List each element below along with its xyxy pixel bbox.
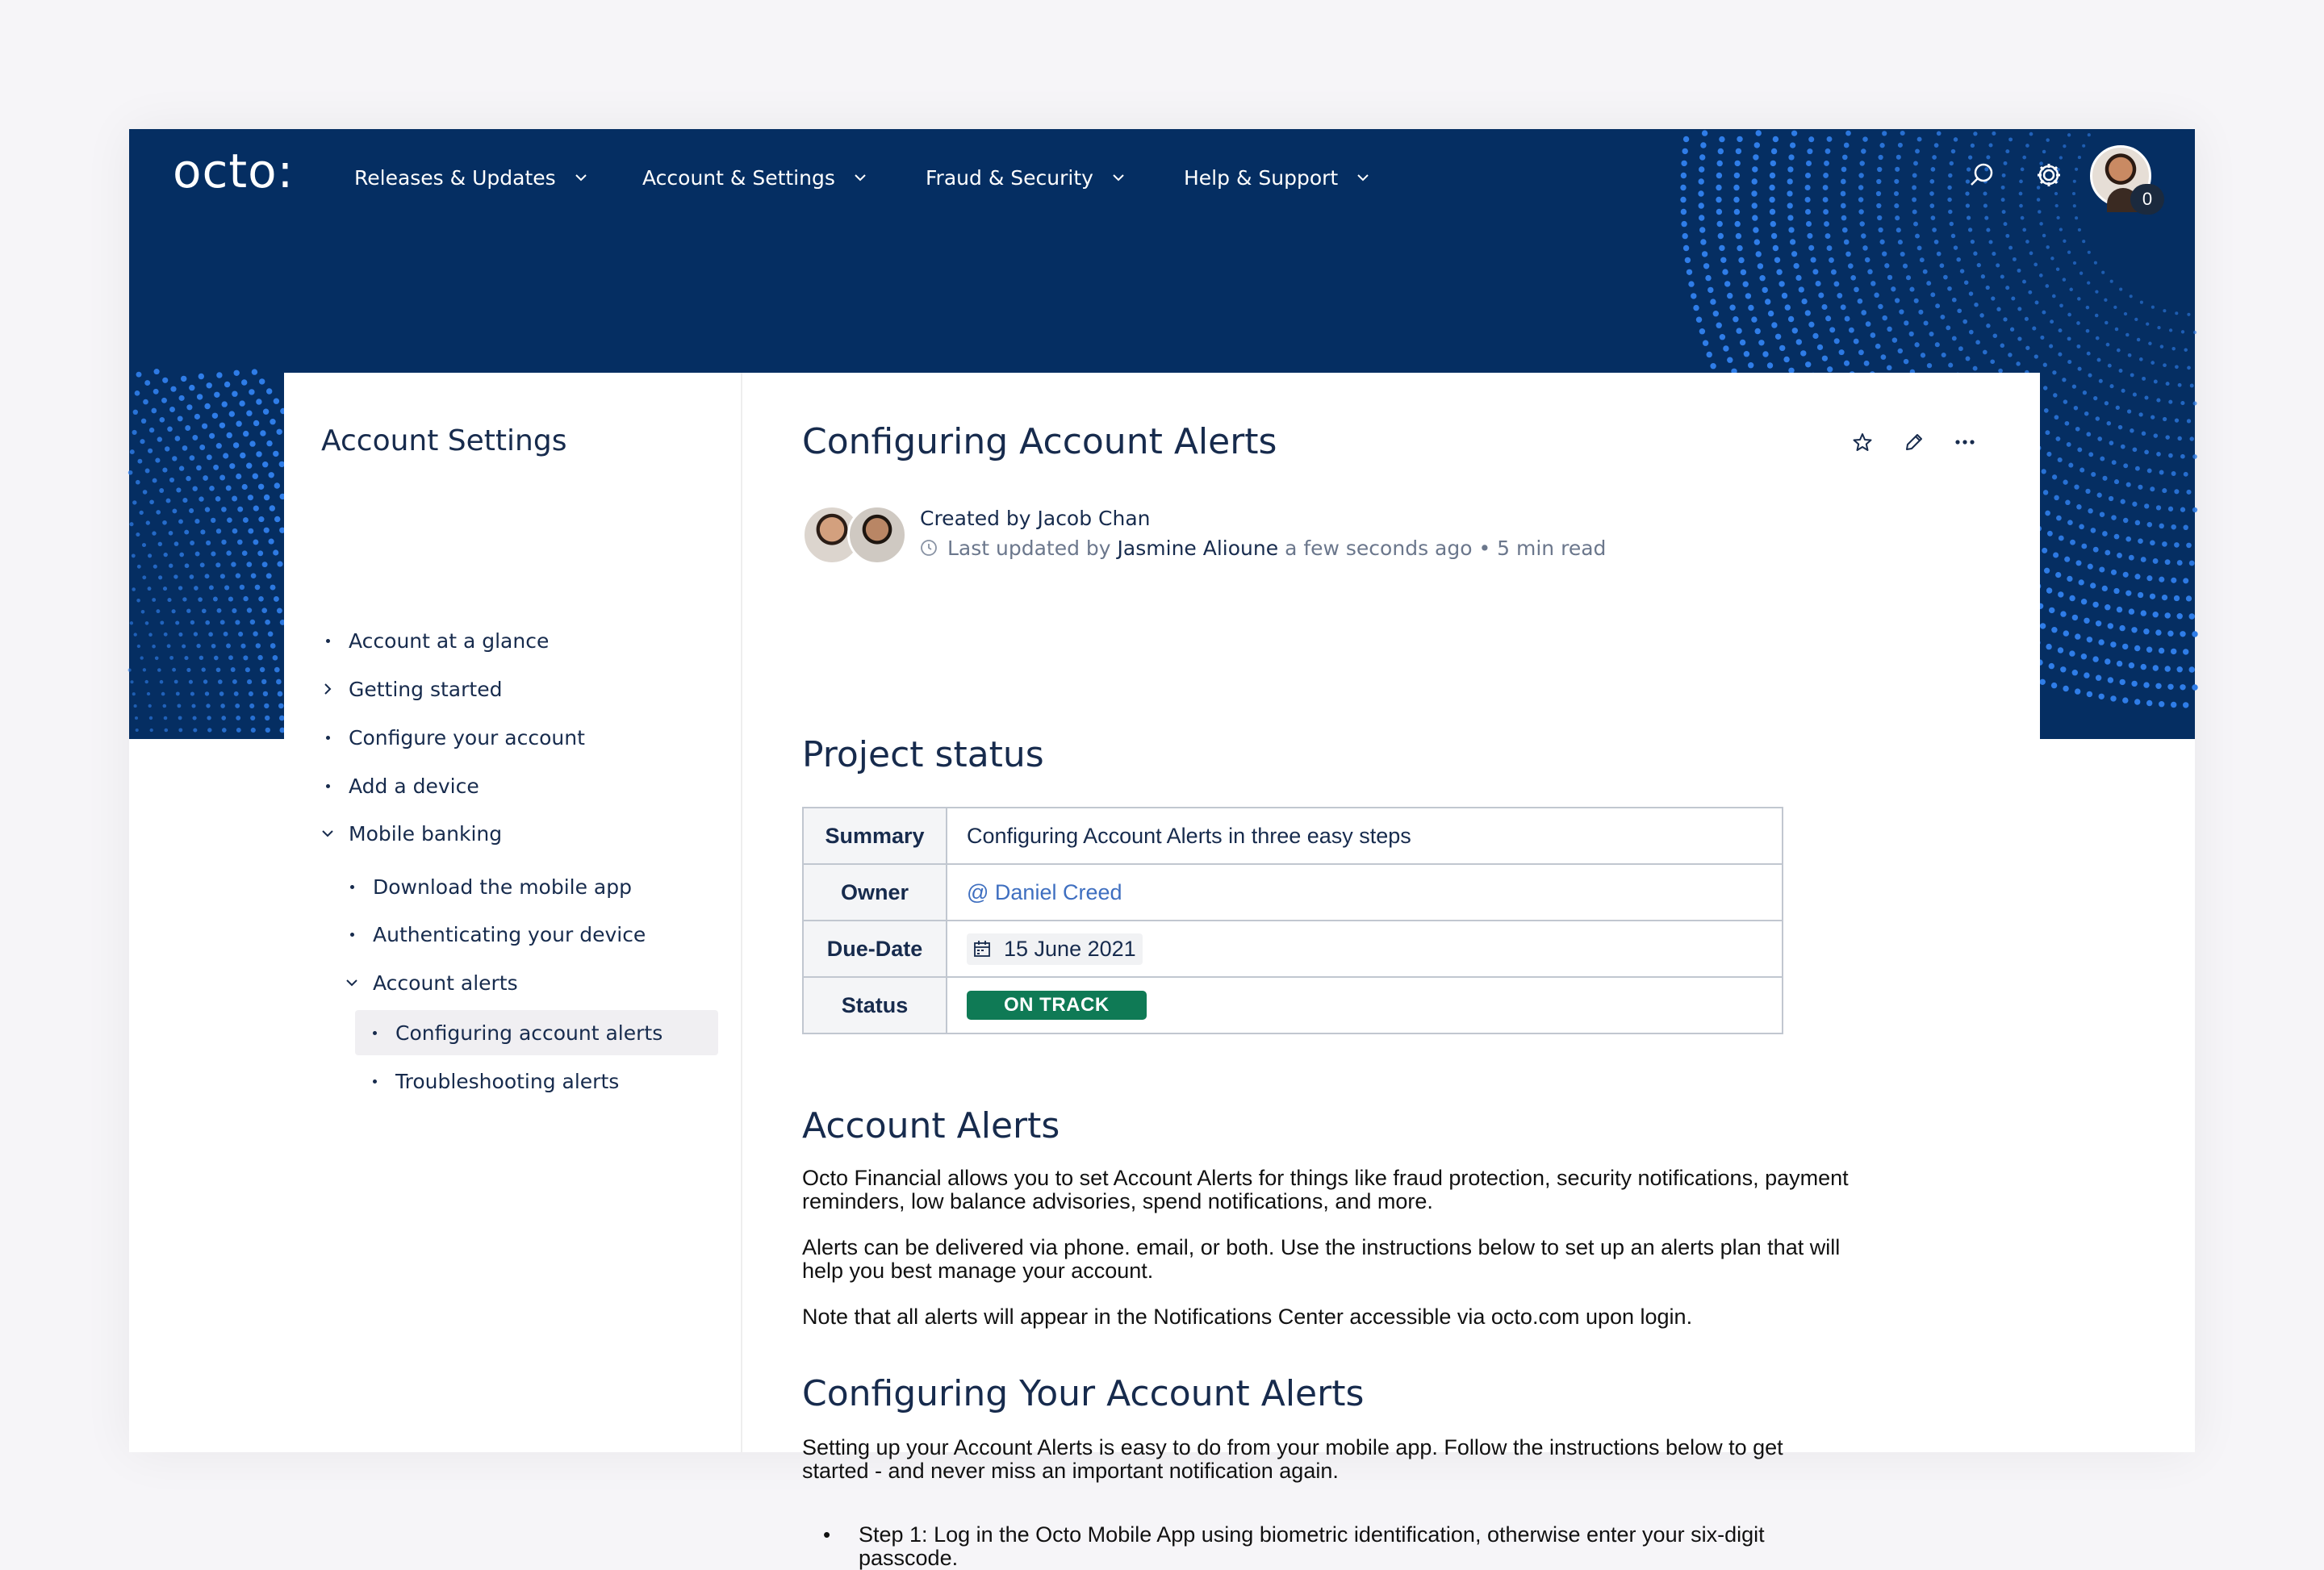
- section-heading: Project status: [802, 734, 1044, 775]
- updated-suffix: a few seconds ago • 5 min read: [1285, 536, 1607, 560]
- sidebar-item-add-a-device[interactable]: [321, 765, 479, 807]
- project-status-table: [802, 807, 1783, 1034]
- table-row: [803, 977, 1783, 1033]
- content-card: [284, 373, 2040, 1570]
- notification-badge: 0: [2130, 184, 2164, 215]
- bullet-icon: [326, 784, 330, 788]
- sidebar-item-label: Account at a glance: [349, 628, 550, 653]
- paragraph: Note that all alerts will appear in the Notifications Center accessible via octo.com upon login.: [802, 1305, 1693, 1329]
- status-badge: ON TRACK: [967, 991, 1147, 1020]
- nav-label: Help & Support: [1184, 165, 1339, 190]
- nav-label: Releases & Updates: [354, 165, 556, 190]
- last-updated: [920, 534, 1606, 562]
- sidebar-item-authenticating-your-device[interactable]: [345, 913, 646, 955]
- table-row: [803, 864, 1783, 921]
- sidebar-item-label: Authenticating your device: [373, 922, 646, 946]
- paragraph: Alerts can be delivered via phone. email, or both. Use the instructions below to set up an alerts plan that will help you best manage your account.: [802, 1235, 1841, 1283]
- updated-prefix: Last updated by: [947, 536, 1111, 560]
- sidebar-item-configure-your-account[interactable]: [321, 716, 585, 758]
- page-title: Configuring Account Alerts: [802, 421, 1277, 462]
- chevron-down-icon: [574, 170, 588, 185]
- step-text: Step 1: Log in the Octo Mobile App using biometric identification, otherwise enter your six-digit passcode.: [859, 1522, 1765, 1570]
- summary-value: Configuring Account Alerts in three easy steps: [947, 808, 1783, 864]
- section-heading: Configuring Your Account Alerts: [802, 1373, 1365, 1414]
- list-item: [802, 1523, 1851, 1570]
- chevron-down-icon: [321, 827, 334, 840]
- nav-releases-updates[interactable]: [354, 161, 588, 194]
- bullet-icon: [350, 933, 354, 937]
- table-key: Status: [803, 977, 947, 1033]
- sidebar: [284, 373, 742, 1452]
- sidebar-item-label: Add a device: [349, 774, 479, 798]
- star-icon[interactable]: [1846, 426, 1879, 458]
- edit-icon[interactable]: [1898, 426, 1930, 458]
- sidebar-item-account-alerts[interactable]: [345, 962, 518, 1004]
- top-navigation: [129, 129, 2195, 226]
- calendar-icon: [973, 940, 991, 958]
- sidebar-item-label: Getting started: [349, 677, 503, 701]
- octo-logo[interactable]: octo:: [173, 144, 295, 198]
- table-key: Summary: [803, 808, 947, 864]
- user-avatar[interactable]: [2090, 145, 2151, 207]
- paragraph: Setting up your Account Alerts is easy to do from your mobile app. Follow the instructions below to get started - and never miss an important notification again.: [802, 1435, 1783, 1483]
- gear-icon[interactable]: [2030, 157, 2067, 194]
- page-meta: [920, 507, 1606, 562]
- owner-mention[interactable]: @ Daniel Creed: [967, 879, 1122, 904]
- bullet-icon: [350, 885, 354, 889]
- bullet-icon: [373, 1031, 377, 1035]
- sidebar-item-getting-started[interactable]: [321, 668, 502, 710]
- chevron-down-icon: [345, 976, 358, 989]
- sidebar-item-label: Configure your account: [349, 725, 585, 750]
- table-key: Owner: [803, 864, 947, 921]
- more-icon[interactable]: [1949, 426, 1981, 458]
- nav-fraud-security[interactable]: [926, 161, 1126, 194]
- updated-by-user[interactable]: Jasmine Alioune: [1117, 536, 1279, 560]
- app-window: [129, 129, 2195, 1570]
- section-heading: Account Alerts: [802, 1105, 1060, 1146]
- chevron-down-icon: [1356, 170, 1370, 185]
- sidebar-item-label: Download the mobile app: [373, 875, 632, 899]
- chevron-down-icon: [1111, 170, 1126, 185]
- due-date-text: 15 June 2021: [1004, 936, 1136, 961]
- bullet-icon: [373, 1079, 377, 1084]
- search-icon[interactable]: [1963, 157, 2000, 194]
- due-date-chip[interactable]: [967, 933, 1143, 965]
- created-by: Created by Jacob Chan: [920, 507, 1151, 530]
- chevron-right-icon: [321, 683, 334, 695]
- sidebar-item-download-the-mobile-app[interactable]: [345, 866, 632, 908]
- contributors: [802, 505, 907, 565]
- sidebar-item-mobile-banking[interactable]: [321, 812, 502, 854]
- sidebar-item-label: Troubleshooting alerts: [395, 1069, 620, 1093]
- paragraph: Octo Financial allows you to set Account Alerts for things like fraud protection, security notifications, payment reminders, low balance advisories, spend notifications, and more.: [802, 1166, 1849, 1213]
- nav-help-support[interactable]: [1184, 161, 1370, 194]
- sidebar-item-troubleshooting-alerts[interactable]: [368, 1060, 619, 1102]
- article: [742, 373, 2040, 1570]
- sidebar-item-account-at-a-glance[interactable]: [321, 620, 549, 662]
- table-row: [803, 808, 1783, 864]
- sidebar-item-label: Account alerts: [373, 971, 518, 995]
- nav-label: Fraud & Security: [926, 165, 1093, 190]
- bullet-icon: [326, 639, 330, 643]
- nav-account-settings[interactable]: [642, 161, 867, 194]
- clock-icon: [920, 539, 938, 557]
- sidebar-item-label: Mobile banking: [349, 821, 503, 846]
- chevron-down-icon: [853, 170, 867, 185]
- sidebar-title: Account Settings: [321, 424, 567, 457]
- sidebar-item-configuring-account-alerts[interactable]: [355, 1010, 718, 1055]
- nav-label: Account & Settings: [642, 165, 835, 190]
- sidebar-item-label: Configuring account alerts: [395, 1021, 663, 1045]
- avatar[interactable]: [847, 505, 907, 565]
- table-row: [803, 921, 1783, 977]
- bullet-icon: [326, 736, 330, 740]
- table-key: Due-Date: [803, 921, 947, 977]
- bullet-icon: •: [823, 1522, 831, 1547]
